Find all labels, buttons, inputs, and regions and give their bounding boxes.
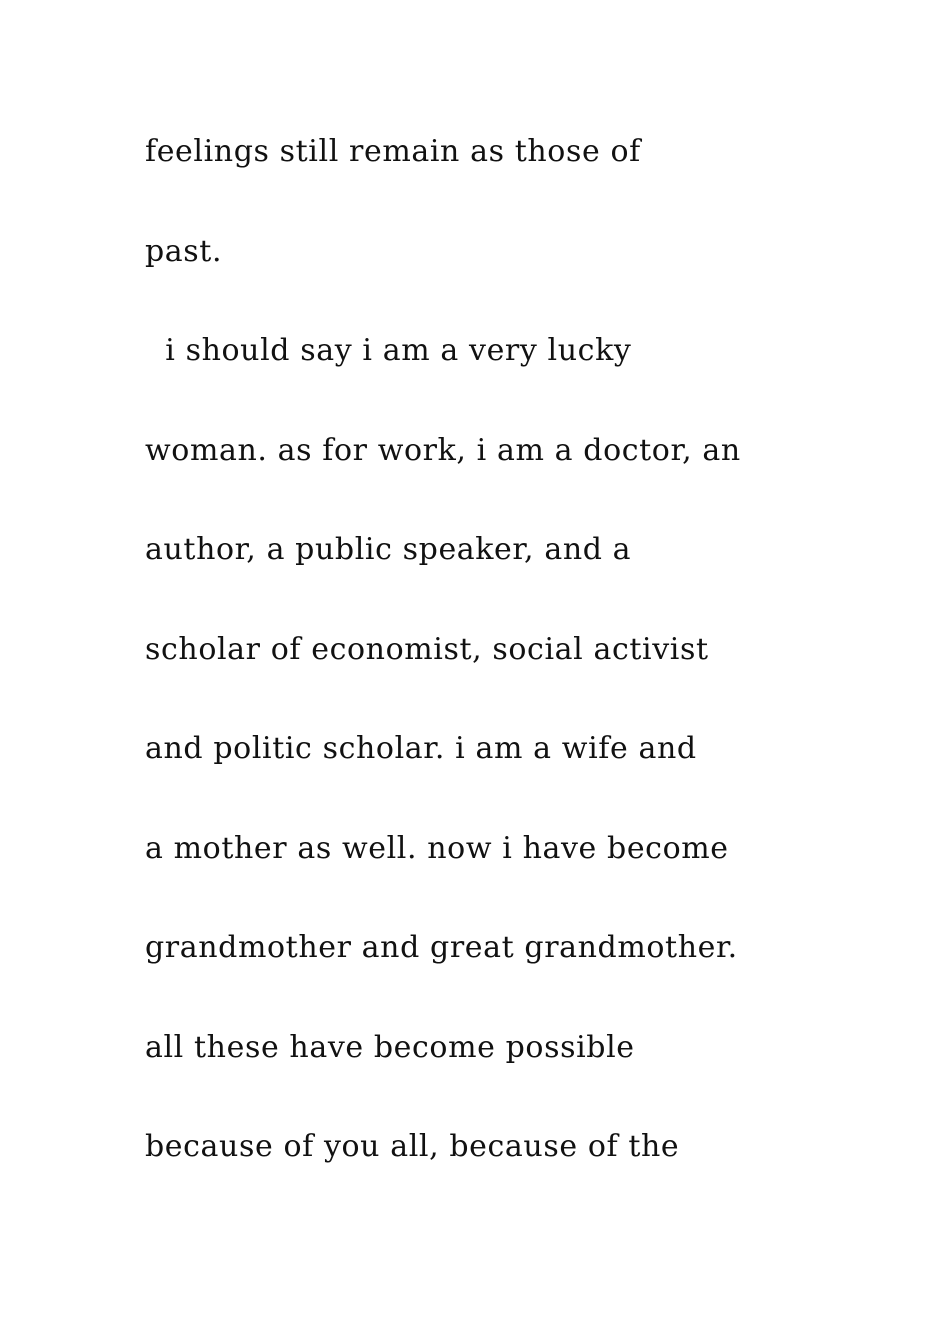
text-line: woman. as for work, i am a doctor, an	[145, 433, 741, 468]
text-line: scholar of economist, social activist	[145, 632, 709, 667]
text-line: all these have become possible	[145, 1030, 635, 1065]
text-line: i should say i am a very lucky	[145, 333, 632, 368]
text-line: author, a public speaker, and a	[145, 532, 632, 567]
text-line: a mother as well. now i have become	[145, 831, 729, 866]
text-line: grandmother and great grandmother.	[145, 930, 738, 965]
text-line: because of you all, because of the	[145, 1129, 680, 1164]
text-line: and politic scholar. i am a wife and	[145, 731, 697, 766]
text-line: feelings still remain as those of	[145, 134, 641, 169]
text-line: past.	[145, 234, 223, 269]
